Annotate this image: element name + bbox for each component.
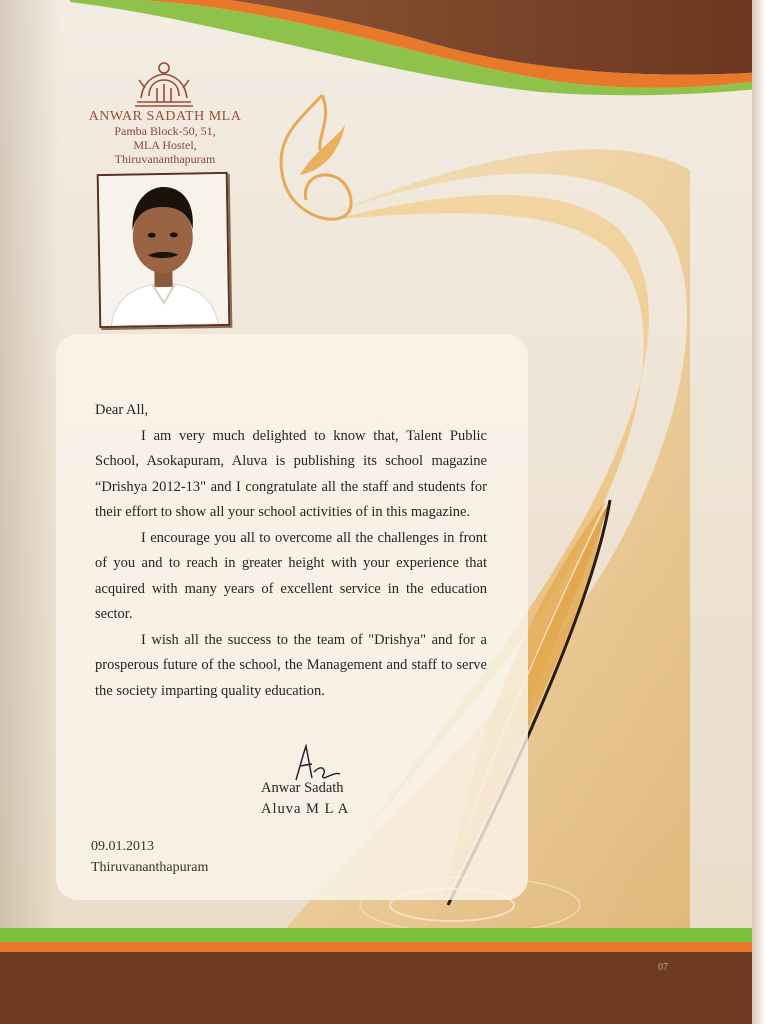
letterhead-name: ANWAR SADATH MLA (88, 109, 242, 124)
handwritten-signature (286, 742, 346, 782)
page-number: 07 (658, 962, 668, 973)
signoff (261, 778, 349, 820)
state-emblem-icon (127, 58, 201, 108)
letter-paragraph: I wish all the success to the team of "Drishya" and for a prosperous future of the school, the Management and staff to serve the society imparting quality education. (95, 631, 487, 699)
letter-place: Thiruvananthapuram (91, 860, 209, 875)
bottom-green-band (0, 928, 766, 942)
letter-paragraph: I am very much delighted to know that, Talent Public School, Asokapuram, Aluva is publishing its school magazine “Drishya 2012-13" and I congratulate all the staff and students for their effort to show all your school activities of in this magazine. (95, 427, 487, 520)
signoff-title: Aluva M L A (261, 801, 350, 817)
letter-body (95, 398, 487, 704)
letter-salutation: Dear All, (95, 402, 149, 418)
letterhead-address-line: Pamba Block-50, 51, (114, 124, 216, 138)
letterhead-address-line: MLA Hostel, (133, 138, 197, 152)
dateline (91, 836, 208, 878)
bottom-orange-band (0, 942, 766, 952)
portrait-photo (97, 172, 231, 328)
letter-date: 09.01.2013 (91, 839, 154, 854)
letterhead-address-line: Thiruvananthapuram (114, 152, 216, 166)
letter-paragraph: I encourage you all to overcome all the challenges in front of you and to reach in greater height with your experience that acquired with many years of excellent service in the education sector. (95, 529, 487, 622)
person-portrait-icon (99, 174, 229, 326)
bottom-brown-band (0, 952, 766, 1024)
letterhead (60, 110, 270, 166)
page-edge (752, 0, 766, 1024)
signoff-name: Anwar Sadath (261, 780, 344, 796)
